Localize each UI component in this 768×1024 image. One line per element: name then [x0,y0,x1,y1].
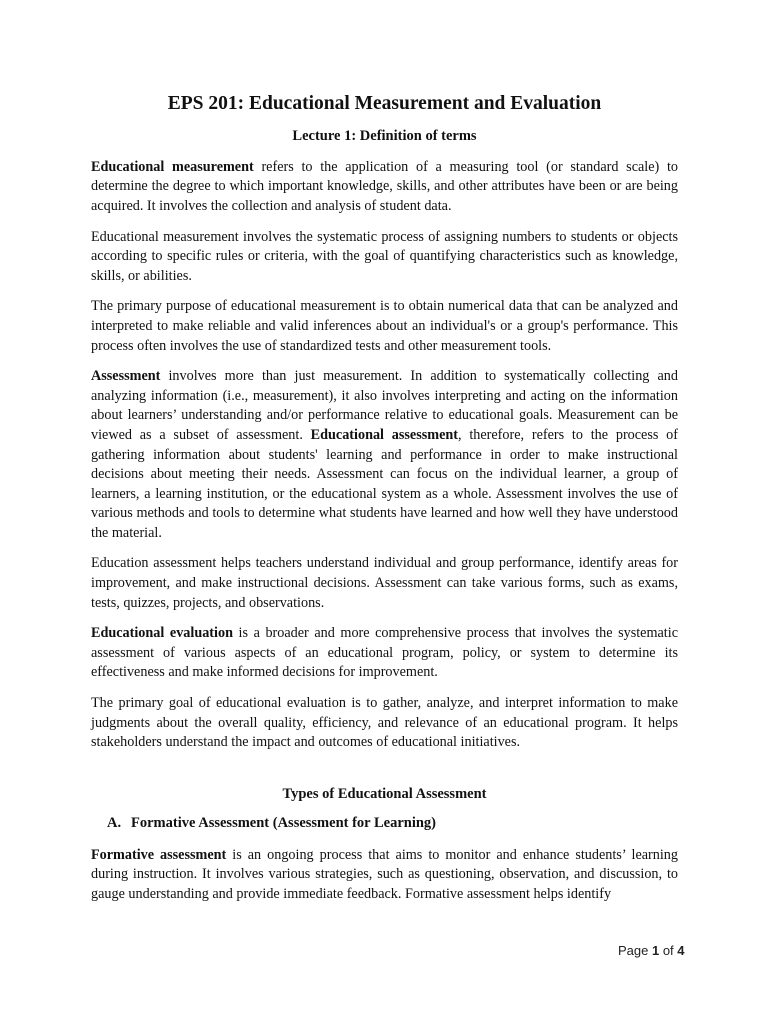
paragraph-assessment-definition [91,367,678,543]
section-heading: Types of Educational Assessment [282,785,487,802]
paragraph-text: refers to the application of a measuring tool (or standard scale) to determine the degree to which important knowledge, skills, and other attributes have been or are being acquired. It involves the collection and analysis of student data. [91,158,678,214]
paragraph-measurement-process: Educational measurement involves the systematic process of assigning numbers to students or objects according to specific rules or criteria, with the goal of quantifying characteristics such as knowledge, skills, or abilities. [91,228,678,284]
term-educational-measurement: Educational measurement [91,158,254,175]
paragraph-text: , therefore, refers to the process of gathering information about students' learning and performance in order to make instructional decisions about meeting their needs. Assessment can focus on the individual learner, a group of learners, a learning institution, or the educational system as a whole. Assessment involves the use of various methods and tools to determine what students have learned and how well they have understood the material. [91,426,678,541]
paragraph-measurement-definition [91,158,678,217]
term-assessment: Assessment [91,368,161,385]
document-body [91,92,678,915]
page-total: 4 [677,943,685,958]
term-formative-assessment: Formative assessment [91,846,227,863]
paragraph-evaluation-goal: The primary goal of educational evaluation is to gather, analyze, and interpret information to make judgments about the overall quality, efficiency, and relevance of an educational program. It helps stakeholders understand the impact and outcomes of educational initiatives. [91,695,678,751]
term-educational-assessment: Educational assessment [310,426,458,443]
term-educational-evaluation: Educational evaluation [91,625,233,642]
subsection-letter: A. [107,815,122,832]
paragraph-assessment-forms: Education assessment helps teachers understand individual and group performance, identify areas for improvement, and make instructional decisions. Assessment can take various forms, such as exams, tests, quizzes, projects, and observations. [91,555,678,611]
subsection-label: Formative Assessment (Assessment for Learning) [131,815,436,832]
page-number [618,943,685,958]
lecture-subtitle: Lecture 1: Definition of terms [292,128,477,145]
document-title: EPS 201: Educational Measurement and Evaluation [167,93,602,114]
paragraph-measurement-purpose: The primary purpose of educational measurement is to obtain numerical data that can be analyzed and interpreted to make reliable and valid inferences about an individual's or a group's performance. This process often involves the use of standardized tests and other measurement tools. [91,298,678,354]
subsection-heading [107,815,678,832]
page-word: Page [618,943,652,958]
page-current: 1 [651,943,660,958]
paragraph-text: is an ongoing process that aims to monitor and enhance students’ learning during instruction. It involves various strategies, such as questioning, observation, and discussion, to gauge understanding and provide immediate feedback. Formative assessment helps identify [91,846,678,902]
paragraph-evaluation-definition [91,624,678,683]
paragraph-text: involves more than just measurement. In addition to systematically collecting and analyzing information (i.e., measurement), it also involves interpreting and acting on the information about learners’ understanding and/or performance relative to educational goals. Measurement can be viewed as a subset of assessment. [91,368,678,443]
paragraph-text: is a broader and more comprehensive process that involves the systematic assessment of various aspects of an educational program, policy, or system to determine its effectiveness and make informed decisions for improvement. [91,625,678,681]
paragraph-formative-assessment [91,846,678,905]
page-of-word: of [659,943,678,958]
